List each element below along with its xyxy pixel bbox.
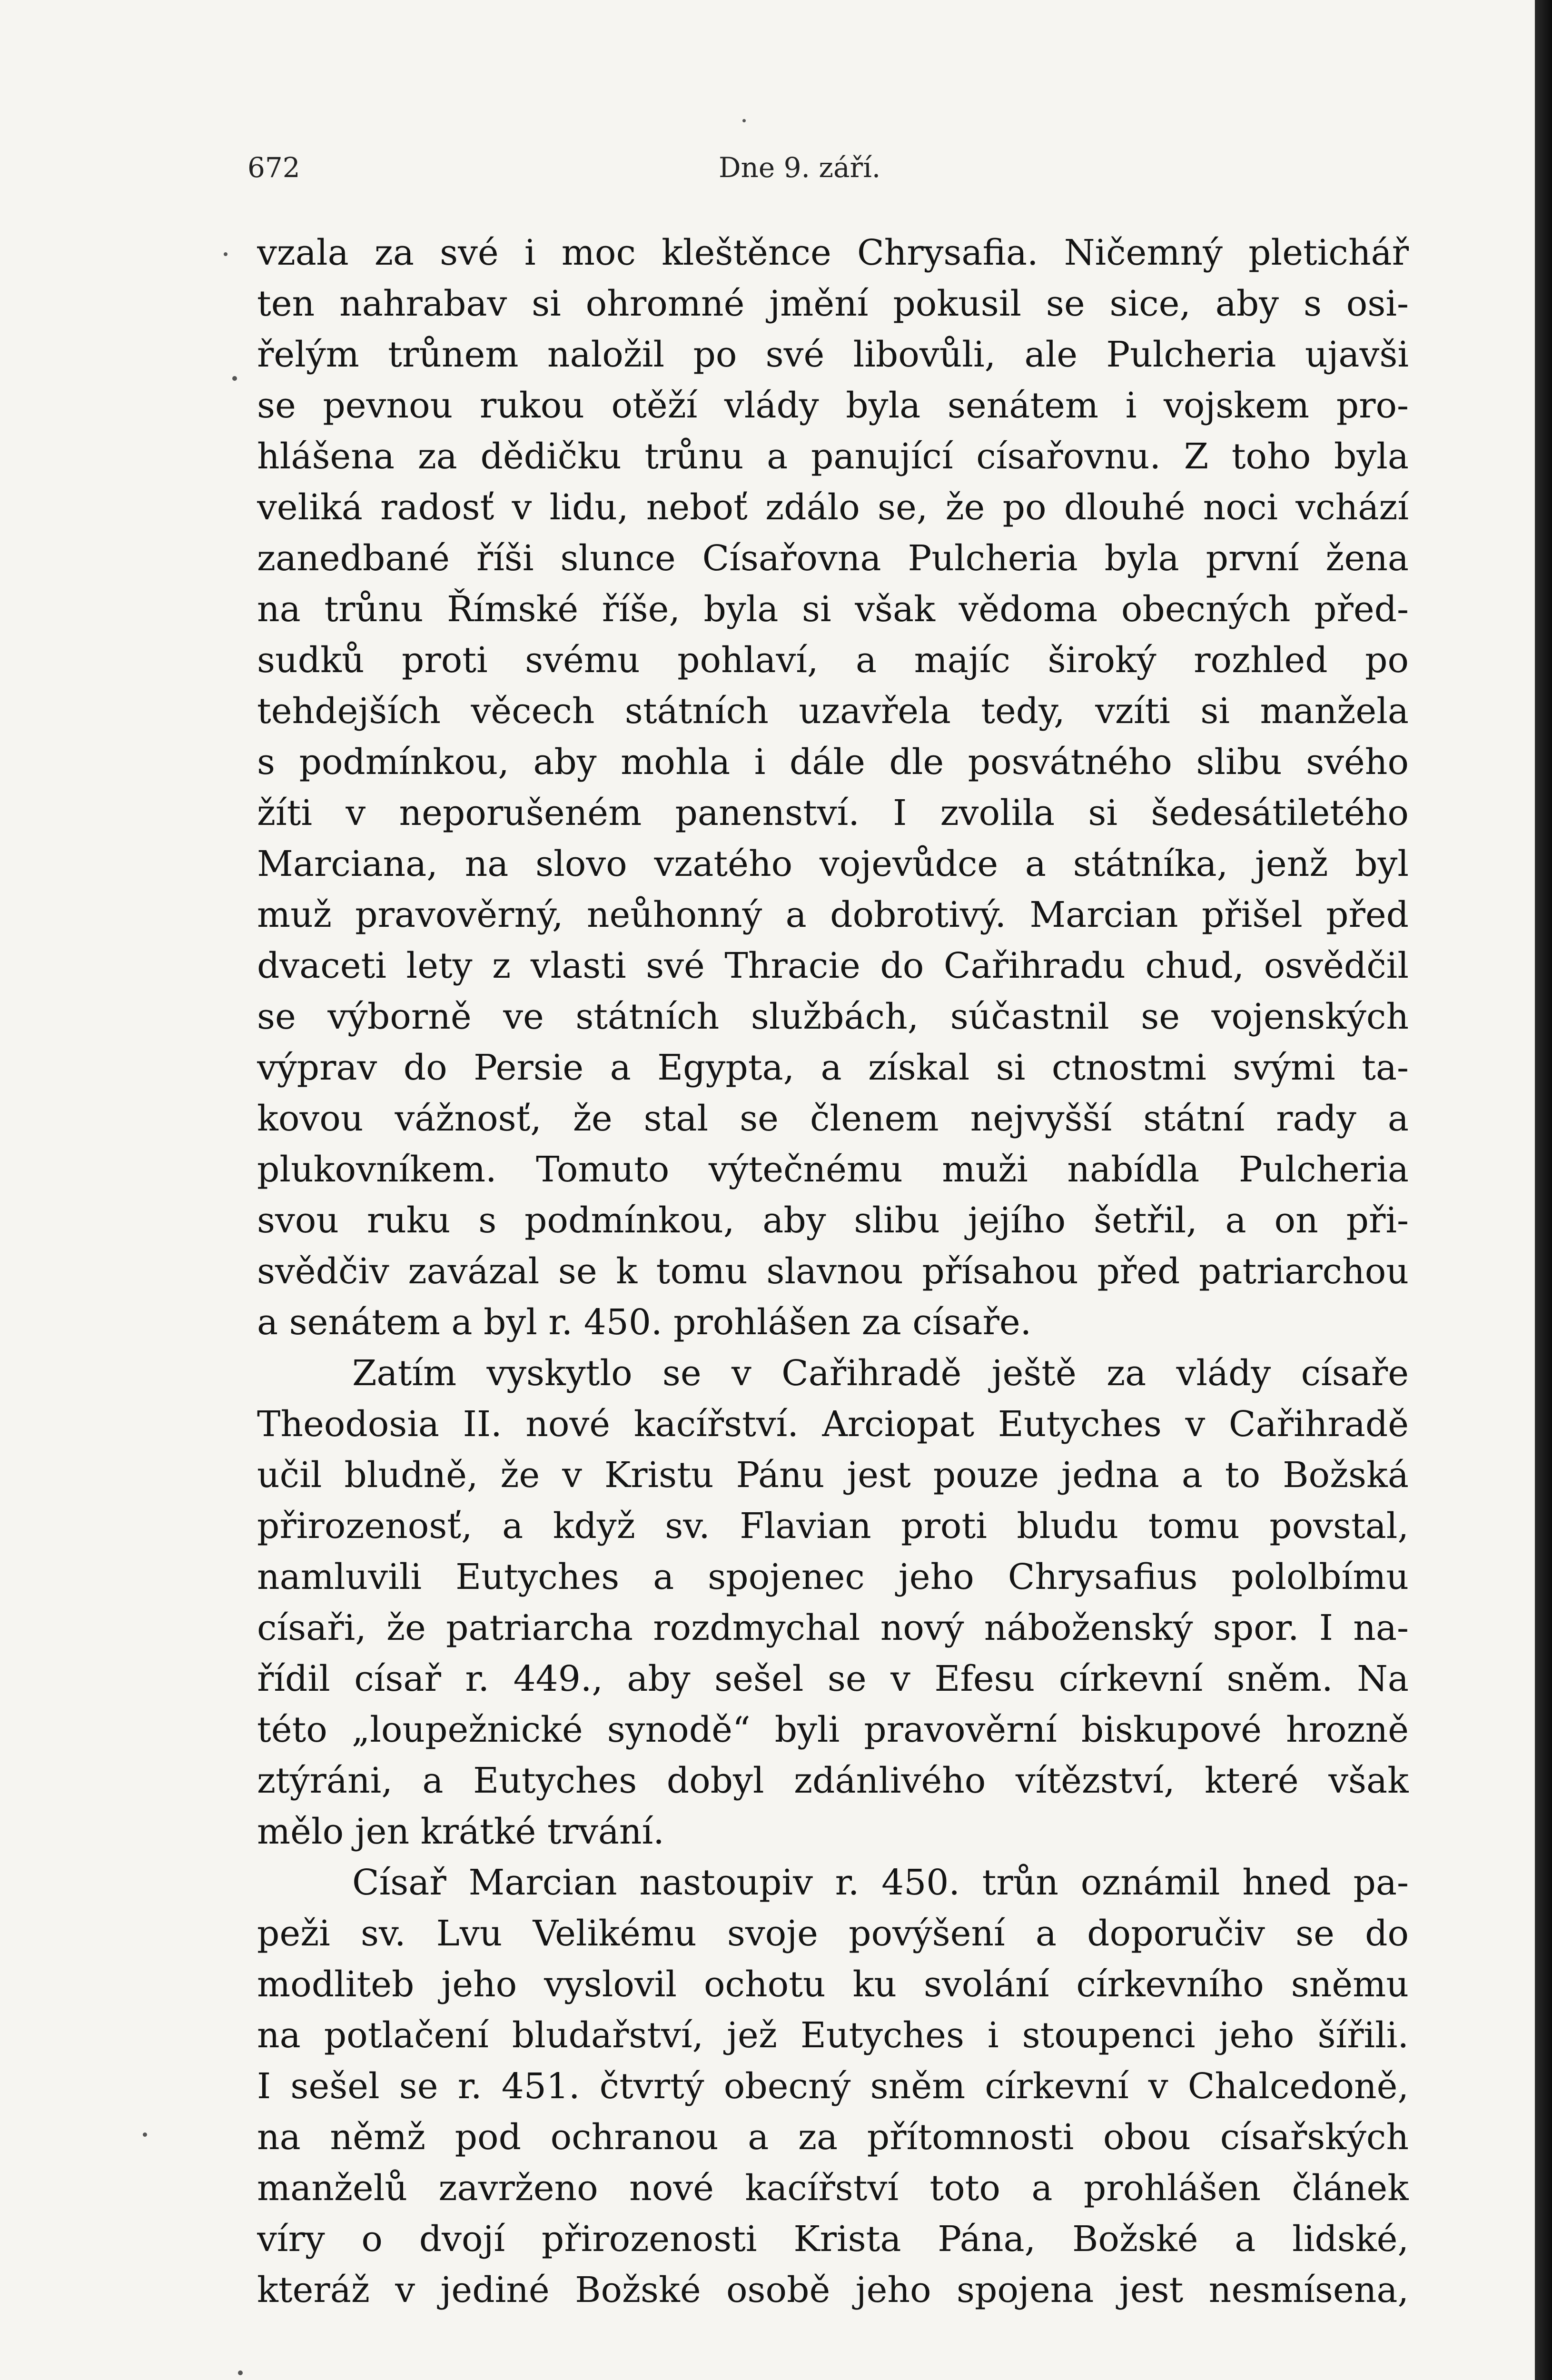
text-line: kovou vážnosť, že stal se členem nejvyšší státní rady a: [257, 1098, 1409, 1139]
text-line: ztýráni, a Eutyches dobyl zdánlivého vítězství, které však: [257, 1760, 1409, 1801]
print-speck: [238, 2370, 243, 2375]
text-line: Marciana, na slovo vzatého vojevůdce a státníka, jenž byl: [257, 843, 1409, 884]
text-line: Císař Marcian nastoupiv r. 450. trůn oznámil hned pa-: [352, 1862, 1409, 1903]
text-line: řelým trůnem naložil po své libovůli, ale Pulcheria ujavši: [257, 334, 1409, 375]
text-line: veliká radosť v lidu, neboť zdálo se, že po dlouhé noci vchází: [257, 487, 1409, 528]
page-number: 672: [247, 151, 300, 184]
text-line: hlášena za dědičku trůnu a panující císařovnu. Z toho byla: [257, 436, 1409, 477]
text-line: Theodosia II. nové kacířství. Arciopat Eutyches v Cařihradě: [257, 1404, 1409, 1445]
text-line: manželů zavrženo nové kacířství toto a prohlášen článek: [257, 2168, 1409, 2209]
text-line: namluvili Eutyches a spojenec jeho Chrysafius pololbímu: [257, 1557, 1409, 1597]
running-head: Dne 9. září.: [719, 151, 881, 184]
text-line: sudků proti svému pohlaví, a majíc široký rozhled po: [257, 640, 1409, 681]
text-line: na němž pod ochranou a za přítomnosti obou císařských: [257, 2117, 1409, 2158]
scan-edge: [1535, 0, 1552, 2380]
text-line: modliteb jeho vyslovil ochotu ku svolání církevního sněmu: [257, 1964, 1409, 2005]
text-line: učil bludně, že v Kristu Pánu jest pouze jedna a to Božská: [257, 1455, 1409, 1496]
text-line: žíti v neporušeném panenství. I zvolila si šedesátiletého: [257, 793, 1409, 833]
text-line: svědčiv zavázal se k tomu slavnou přísahou před patriarchou: [257, 1251, 1409, 1292]
text-line: mělo jen krátké trvání.: [257, 1811, 664, 1852]
print-speck: [224, 252, 227, 256]
text-line: tehdejších věcech státních uzavřela tedy, vzíti si manžela: [257, 691, 1409, 732]
text-line: ten nahrabav si ohromné jmění pokusil se sice, aby s osi-: [257, 283, 1409, 324]
text-line: této „loupežnické synodě“ byli pravověrní biskupové hrozně: [257, 1709, 1409, 1750]
text-line: Zatím vyskytlo se v Cařihradě ještě za vlády císaře: [352, 1353, 1409, 1394]
body-text: [257, 228, 1409, 2316]
print-speck: [232, 376, 237, 381]
text-line: peži sv. Lvu Velikému svoje povýšení a doporučiv se do: [257, 1913, 1409, 1954]
text-line: přirozenosť, a když sv. Flavian proti bludu tomu povstal,: [257, 1506, 1409, 1547]
text-line: zanedbané říši slunce Císařovna Pulcheria byla první žena: [257, 538, 1409, 579]
text-line: kteráž v jediné Božské osobě jeho spojena jest nesmísena,: [257, 2270, 1409, 2311]
text-line: a senátem a byl r. 450. prohlášen za císaře.: [257, 1302, 1032, 1343]
text-line: plukovníkem. Tomuto výtečnému muži nabídla Pulcheria: [257, 1149, 1409, 1190]
text-line: císaři, že patriarcha rozdmychal nový náboženský spor. I na-: [257, 1607, 1409, 1648]
print-speck: [143, 2132, 147, 2137]
text-line: svou ruku s podmínkou, aby slibu jejího šetřil, a on při-: [257, 1200, 1409, 1241]
text-line: víry o dvojí přirozenosti Krista Pána, Božské a lidské,: [257, 2219, 1409, 2260]
text-line: muž pravověrný, neůhonný a dobrotivý. Marcian přišel před: [257, 894, 1409, 935]
text-line: na trůnu Římské říše, byla si však vědoma obecných před-: [257, 589, 1409, 630]
page-header: [247, 151, 1437, 194]
text-line: se pevnou rukou otěží vlády byla senátem i vojskem pro-: [257, 385, 1409, 426]
text-line: výprav do Persie a Egypta, a získal si ctnostmi svými ta-: [257, 1047, 1409, 1088]
text-line: s podmínkou, aby mohla i dále dle posvátného slibu svého: [257, 742, 1409, 783]
text-line: řídil císař r. 449., aby sešel se v Efesu církevní sněm. Na: [257, 1658, 1409, 1699]
text-line: se výborně ve státních službách, súčastnil se vojenských: [257, 996, 1409, 1037]
text-line: na potlačení bludařství, jež Eutyches i stoupenci jeho šířili.: [257, 2015, 1409, 2056]
text-line: I sešel se r. 451. čtvrtý obecný sněm církevní v Chalcedoně,: [257, 2066, 1409, 2107]
text-line: vzala za své i moc kleštěnce Chrysafia. Ničemný pletichář: [257, 232, 1409, 273]
text-line: dvaceti lety z vlasti své Thracie do Cařihradu chud, osvědčil: [257, 945, 1409, 986]
print-speck: [742, 119, 746, 122]
